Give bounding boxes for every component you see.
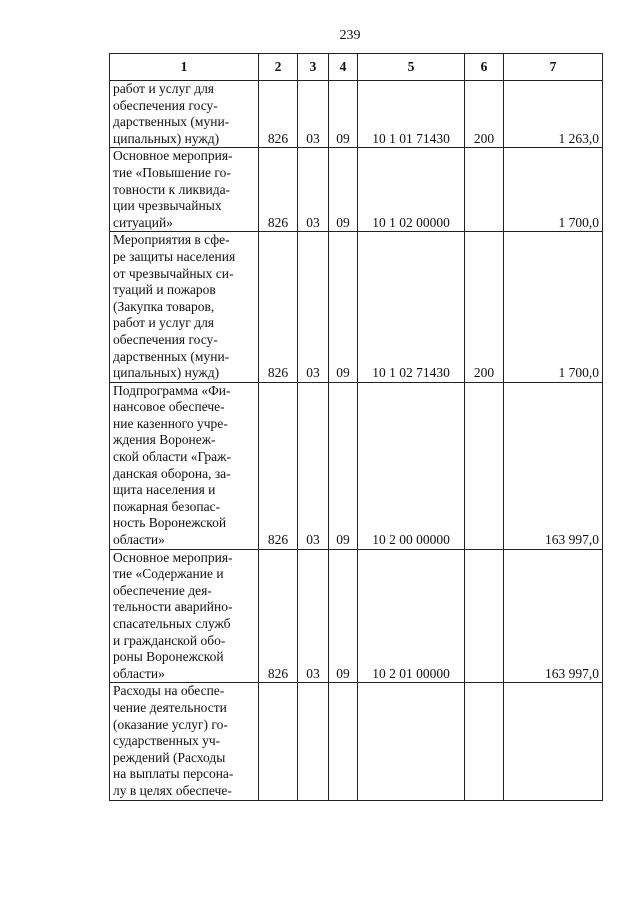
row-name-line: от чрезвычайных си- (113, 265, 234, 281)
row-name-line: обеспечения госу- (113, 331, 218, 347)
row-name-line: ской области «Граж- (113, 449, 231, 465)
cell-target-article (358, 683, 465, 800)
cell-section: 03 (298, 148, 329, 232)
table-row (110, 549, 603, 683)
table-row (110, 382, 603, 549)
row-name-line: пожарная безопас- (113, 498, 221, 514)
row-name-line: ждения Воронеж- (113, 432, 216, 448)
row-name-line: ситуаций» (113, 214, 173, 230)
row-name-line: тие «Повышение го- (113, 164, 231, 180)
cell-amount (504, 683, 603, 800)
cell-target-article: 10 1 01 71430 (358, 81, 465, 148)
cell-section: 03 (298, 81, 329, 148)
cell-admin-code: 826 (259, 549, 298, 683)
row-name-line: (оказание услуг) го- (113, 716, 228, 732)
header-col-7: 7 (504, 54, 603, 81)
table-row (110, 683, 603, 800)
row-name-line: ние казенного учре- (113, 415, 228, 431)
row-name-line: ре защиты населения (113, 248, 236, 264)
cell-amount: 163 997,0 (504, 549, 603, 683)
row-name-line: спасательных служб (113, 616, 231, 631)
row-name-line: (Закупка товаров, (113, 298, 215, 314)
cell-section: 03 (298, 232, 329, 382)
cell-subsection: 09 (329, 148, 358, 232)
row-name-line: роны Воронежской (113, 649, 224, 665)
cell-expense-type: 200 (465, 81, 504, 148)
row-name-line: тие «Содержание и (113, 566, 224, 582)
header-col-1: 1 (110, 54, 259, 81)
header-col-6: 6 (465, 54, 504, 81)
row-name-line: нансовое обеспече- (113, 399, 225, 415)
row-name-line: Основное мероприя- (113, 549, 233, 565)
row-name-line: области» (113, 665, 165, 681)
page-number: 239 (339, 28, 361, 43)
cell-expense-type (465, 382, 504, 549)
row-name-line: дарственных (муни- (113, 114, 230, 130)
cell-subsection: 09 (329, 549, 358, 683)
budget-table (109, 53, 603, 801)
row-name-line: ность Воронежской (113, 515, 227, 531)
header-col-2: 2 (259, 54, 298, 81)
header-col-3: 3 (298, 54, 329, 81)
cell-target-article: 10 2 01 00000 (358, 549, 465, 683)
cell-amount: 1 263,0 (504, 81, 603, 148)
row-name-line: щита населения и (113, 482, 216, 498)
cell-target-article: 10 1 02 71430 (358, 232, 465, 382)
row-name-line: лу в целях обеспече- (113, 782, 232, 798)
cell-expense-type: 200 (465, 232, 504, 382)
row-name-line: Мероприятия в сфе- (113, 232, 230, 248)
row-name-line: на выплаты персона- (113, 766, 234, 782)
row-name-line: тельности аварийно- (113, 599, 233, 615)
row-name-line: сударственных уч- (113, 733, 221, 749)
table-row (110, 148, 603, 232)
row-name (110, 232, 259, 382)
header-col-5: 5 (358, 54, 465, 81)
cell-section: 03 (298, 549, 329, 683)
row-name-line: обеспечение дея- (113, 582, 212, 598)
row-name-line: ципальных) нужд) (113, 130, 220, 146)
row-name-line: Основное мероприя- (113, 148, 233, 164)
cell-target-article: 10 2 00 00000 (358, 382, 465, 549)
cell-expense-type (465, 683, 504, 800)
row-name-line: ции чрезвычайных (113, 198, 222, 214)
cell-section (298, 683, 329, 800)
row-name-line: туаций и пожаров (113, 282, 216, 298)
table-row (110, 81, 603, 148)
cell-admin-code: 826 (259, 232, 298, 382)
row-name (110, 549, 259, 683)
row-name (110, 683, 259, 800)
row-name (110, 148, 259, 232)
row-name-line: чение деятельности (113, 699, 227, 715)
row-name-line: обеспечения госу- (113, 97, 218, 113)
row-name-line: реждений (Расходы (113, 749, 226, 765)
cell-expense-type (465, 148, 504, 232)
cell-section: 03 (298, 382, 329, 549)
row-name-line: работ и услуг для (113, 315, 215, 331)
cell-admin-code: 826 (259, 382, 298, 549)
row-name-line: работ и услуг для (113, 81, 215, 96)
row-name-line: товности к ликвида- (113, 181, 231, 197)
cell-amount: 1 700,0 (504, 232, 603, 382)
row-name-line: ципальных) нужд) (113, 365, 220, 381)
cell-admin-code: 826 (259, 81, 298, 148)
cell-amount: 163 997,0 (504, 382, 603, 549)
cell-subsection: 09 (329, 382, 358, 549)
row-name (110, 382, 259, 549)
cell-subsection: 09 (329, 232, 358, 382)
cell-target-article: 10 1 02 00000 (358, 148, 465, 232)
row-name-line: Расходы на обеспе- (113, 683, 225, 699)
row-name (110, 81, 259, 148)
cell-subsection: 09 (329, 81, 358, 148)
row-name-line: области» (113, 532, 165, 548)
row-name-line: дарственных (муни- (113, 348, 230, 364)
table-row (110, 232, 603, 382)
cell-subsection (329, 683, 358, 800)
row-name-line: Подпрограмма «Фи- (113, 382, 231, 398)
header-col-4: 4 (329, 54, 358, 81)
header-row (110, 54, 603, 81)
row-name-line: и гражданской обо- (113, 632, 226, 648)
row-name-line: данская оборона, за- (113, 465, 231, 481)
cell-amount: 1 700,0 (504, 148, 603, 232)
cell-admin-code (259, 683, 298, 800)
cell-admin-code: 826 (259, 148, 298, 232)
cell-expense-type (465, 549, 504, 683)
